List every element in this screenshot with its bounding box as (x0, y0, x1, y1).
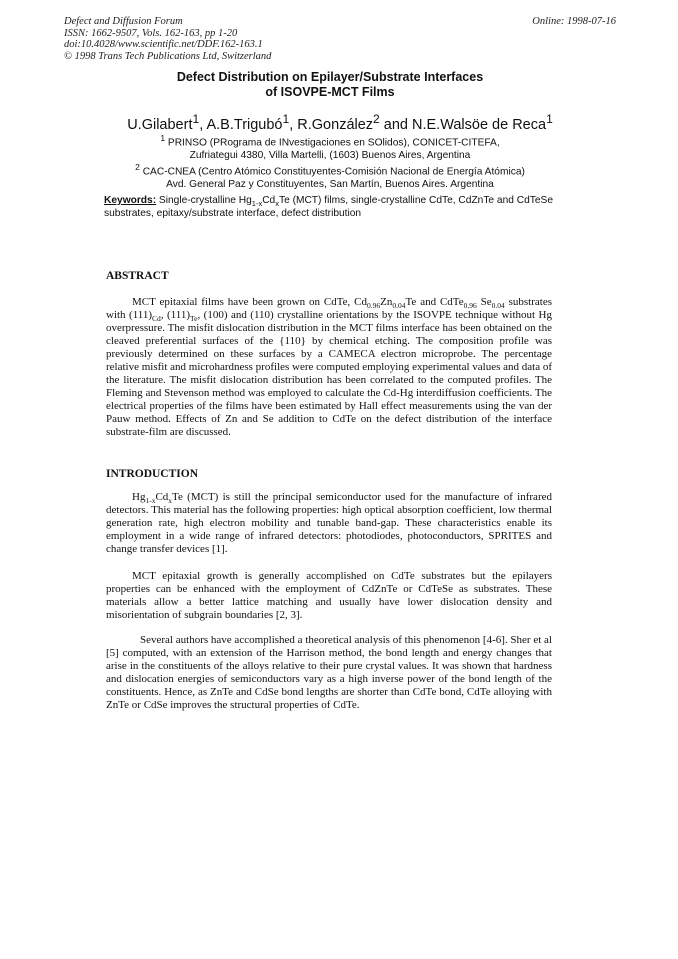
author-affiliation-mark: 1 (282, 112, 290, 126)
author-separator: , (199, 116, 207, 133)
author-name: R.González (297, 116, 374, 133)
keywords: Keywords: Single-crystalline $Hg_{1-x}Cd_xTe$ (MCT) films, single-crystalline CdTe, CdZnTe and CdTeSe substrates, epitaxy/substrate interface, defect distribution (104, 195, 553, 219)
author-name: N.E.Walsöe de Reca (412, 116, 547, 133)
journal-name: Defect and Diffusion Forum (64, 16, 183, 27)
author-affiliation-mark: 1 (192, 112, 200, 126)
journal-header (64, 16, 271, 62)
title-line: of ISOVPE-MCT Films (265, 85, 395, 99)
intro-paragraph: MCT epitaxial growth is generally accomplished on CdTe substrates but the epilayers properties can be enhanced with the employment of CdZnTe or CdTeSe as substrates. These materials allow a better lattice matching and usually have lower dislocation density and misorientation of subgrain boundaries [2, 3]. (106, 570, 552, 621)
author-separator: , (289, 116, 298, 133)
introduction-heading: INTRODUCTION (106, 468, 199, 480)
author-affiliation-mark: 1 (546, 112, 553, 126)
journal-issn: ISSN: 1662-9507, Vols. 162-163, pp 1-20 (64, 27, 238, 39)
affiliation-mark: 2 (135, 162, 140, 172)
affiliation (60, 161, 600, 191)
paper-title (60, 70, 600, 100)
journal-doi: doi:10.4028/www.scientific.net/DDF.162-163.1 (64, 39, 263, 50)
affiliation-line: Avd. General Paz y Constituyentes, San Martín, Buenos Aires. Argentina (166, 179, 494, 191)
author-affiliation-mark: 2 (373, 112, 380, 126)
affiliation-line: Zufriategui 4380, Villa Martelli, (1603) Buenos Aires, Argentina (189, 150, 471, 162)
title-line: Defect Distribution on Epilayer/Substrate Interfaces (176, 70, 484, 84)
author-list (60, 111, 620, 134)
abstract-paragraph: MCT epitaxial films have been grown on CdTe, $Cd_{0.96}Zn_{0.04}Te$ and CdTe$_{0.96}$ $Se_{0.04}$ substrates with $(111)_{Cd}$, $(111)_{Te}$, (100) and (110) crystalline orientations by the ISOVPE technique without Hg overpressure. The misfit dislocation distribution in the MCT films interface has been obtained on the cleaved preferential surfaces of the {110} by chemical etching. The composition profile was previously determined on these surfaces by a CAMECA electron microprobe. The percentage relative misfit and microhardness profiles were computed employing experimental values and data of the literature. The misfit dislocation distribution has been correlated to the computed profiles. The Fleming and Stevenson method was employed to calculate the Cd-Hg interdiffusion coefficients. The electrical properties of the films have been estimated by Hall effect measurements using the van der Pauw method. Effects of Zn and Se addition to CdTe on the defect distribution of the interface substrate-film are discussed. (106, 296, 553, 438)
journal-copyright: © 1998 Trans Tech Publications Ltd, Switzerland (64, 50, 272, 62)
affiliation (60, 132, 600, 162)
online-date: Online: 1998-07-16 (532, 16, 616, 27)
intro-paragraph: $Hg_{1-x}Cd_xTe$ (MCT) is still the principal semiconductor used for the manufacture of infrared detectors. This material has the following properties: high optical absorption coefficient, low thermal generation rate, high electron mobility and tunable band-gap. These characteristics enable its employment in a wide range of infrared detectors: photodiodes, photoconductors, SPRITES and change transfer devices [1]. (106, 491, 552, 555)
affiliation-line: PRINSO (PRograma de INvestigaciones en SOlidos), CONICET-CITEFA, (167, 137, 500, 149)
affiliation-mark: 1 (160, 133, 166, 143)
intro-paragraph: Several authors have accomplished a theoretical analysis of this phenomenon [4-6]. Sher et al [5] computed, with an extension of the Harrison method, the bond length and energy changes that arise in the constituents of the alloys relative to their pure crystal values. It was shown that hardness and dislocation energies of semiconductors vary as a high inverse power of the bond length of the constituents. Hence, as ZnTe and CdSe bond lengths are shorter than CdTe bond, CdTe alloying with ZnTe or CdSe improves the structural properties of CdTe. (106, 634, 552, 711)
author-name: U.Gilabert (127, 116, 193, 133)
abstract-heading: ABSTRACT (106, 270, 169, 282)
author-separator: and (379, 116, 413, 133)
keywords-label: Keywords: (104, 195, 157, 206)
author-name: A.B.Trigubó (206, 116, 283, 133)
affiliation-line: CAC-CNEA (Centro Atómico Constituyentes-Comisión Nacional de Energía Atómica) (142, 166, 525, 178)
